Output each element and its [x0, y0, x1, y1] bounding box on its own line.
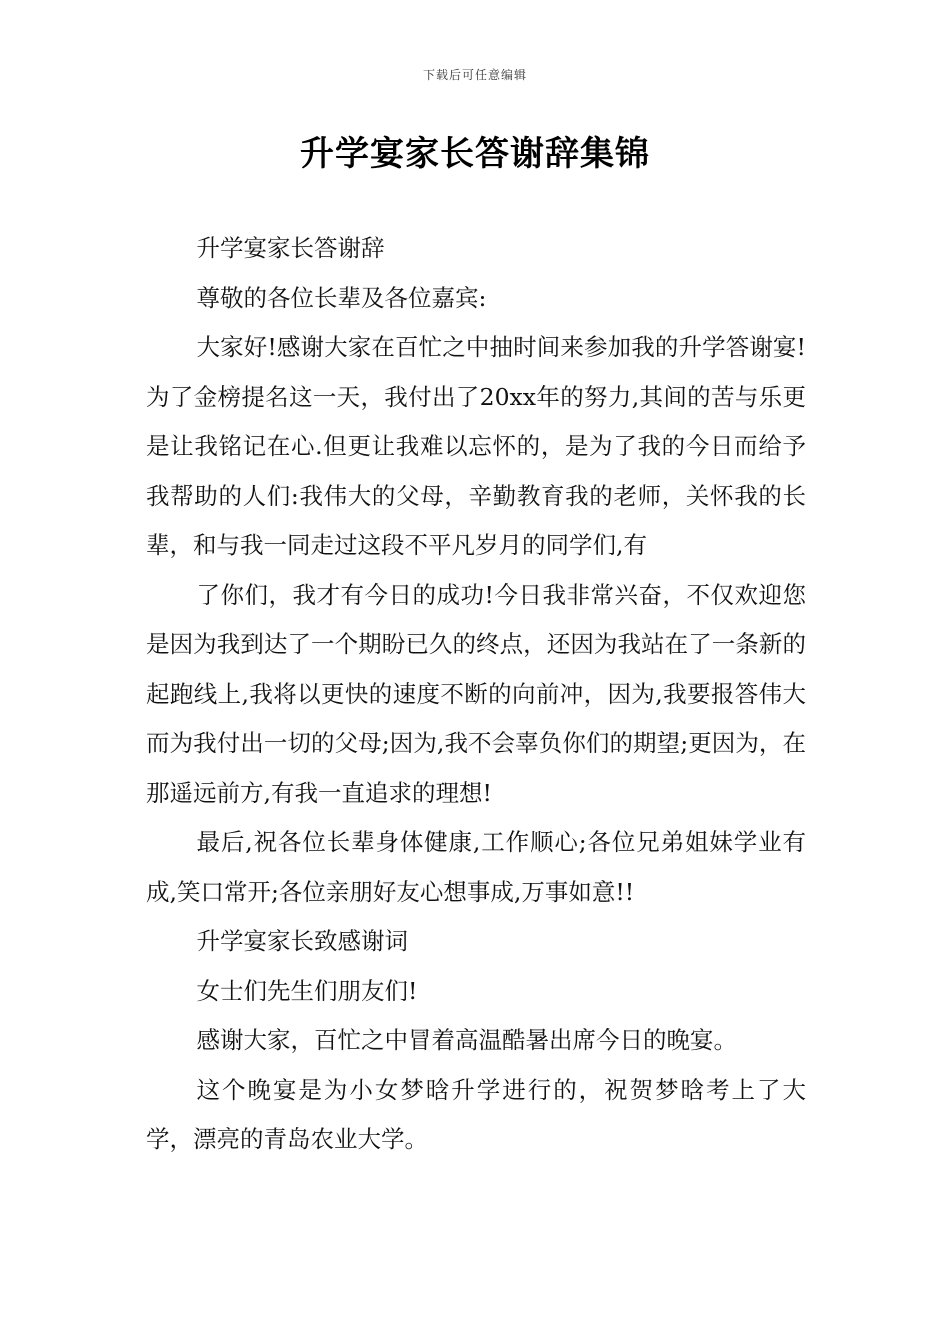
paragraph-closing-1: 最后,祝各位长辈身体健康,工作顺心;各位兄弟姐妹学业有成,笑口常开;各位亲朋好友心想事成,万事如意!!: [146, 828, 806, 906]
paragraph-greeting-2: 女士们先生们朋友们!: [196, 976, 418, 1005]
paragraph-body-4: 这个晚宴是为小女梦晗升学进行的，祝贺梦晗考上了大学，漂亮的青岛农业大学。: [146, 1075, 806, 1153]
document-title: 升学宴家长答谢辞集锦: [300, 134, 650, 174]
paragraph-body-3: 感谢大家，百忙之中冒着高温酷暑出席今日的晚宴。: [196, 1026, 738, 1054]
paragraph-subtitle-2: 升学宴家长致感谢词: [196, 927, 409, 955]
paragraph-greeting-1: 尊敬的各位长辈及各位嘉宾:: [196, 283, 487, 312]
document-body: [146, 224, 806, 1165]
paragraph-body-2: 了你们，我才有今日的成功!今日我非常兴奋，不仅欢迎您是因为我到达了一个期盼已久的终点，还因为我站在了一条新的起跑线上,我将以更快的速度不断的向前冲，因为,我要报答伟大而为我付出一切的父母;因为,我不会辜负你们的期望;更因为，在那遥远前方,有我一直追求的理想!: [146, 580, 806, 807]
header-note: 下载后可任意编辑: [422, 68, 527, 82]
paragraph-subtitle-1: 升学宴家长答谢辞: [196, 234, 385, 262]
paragraph-body-1: 大家好!感谢大家在百忙之中抽时间来参加我的升学答谢宴!为了金榜提名这一天，我付出了20xx年的努力,其间的苦与乐更是让我铭记在心.但更让我难以忘怀的，是为了我的今日而给予我帮助的人们:我伟大的父母，辛勤教育我的老师，关怀我的长辈，和与我一同走过这段不平凡岁月的同学们,有: [146, 333, 806, 559]
